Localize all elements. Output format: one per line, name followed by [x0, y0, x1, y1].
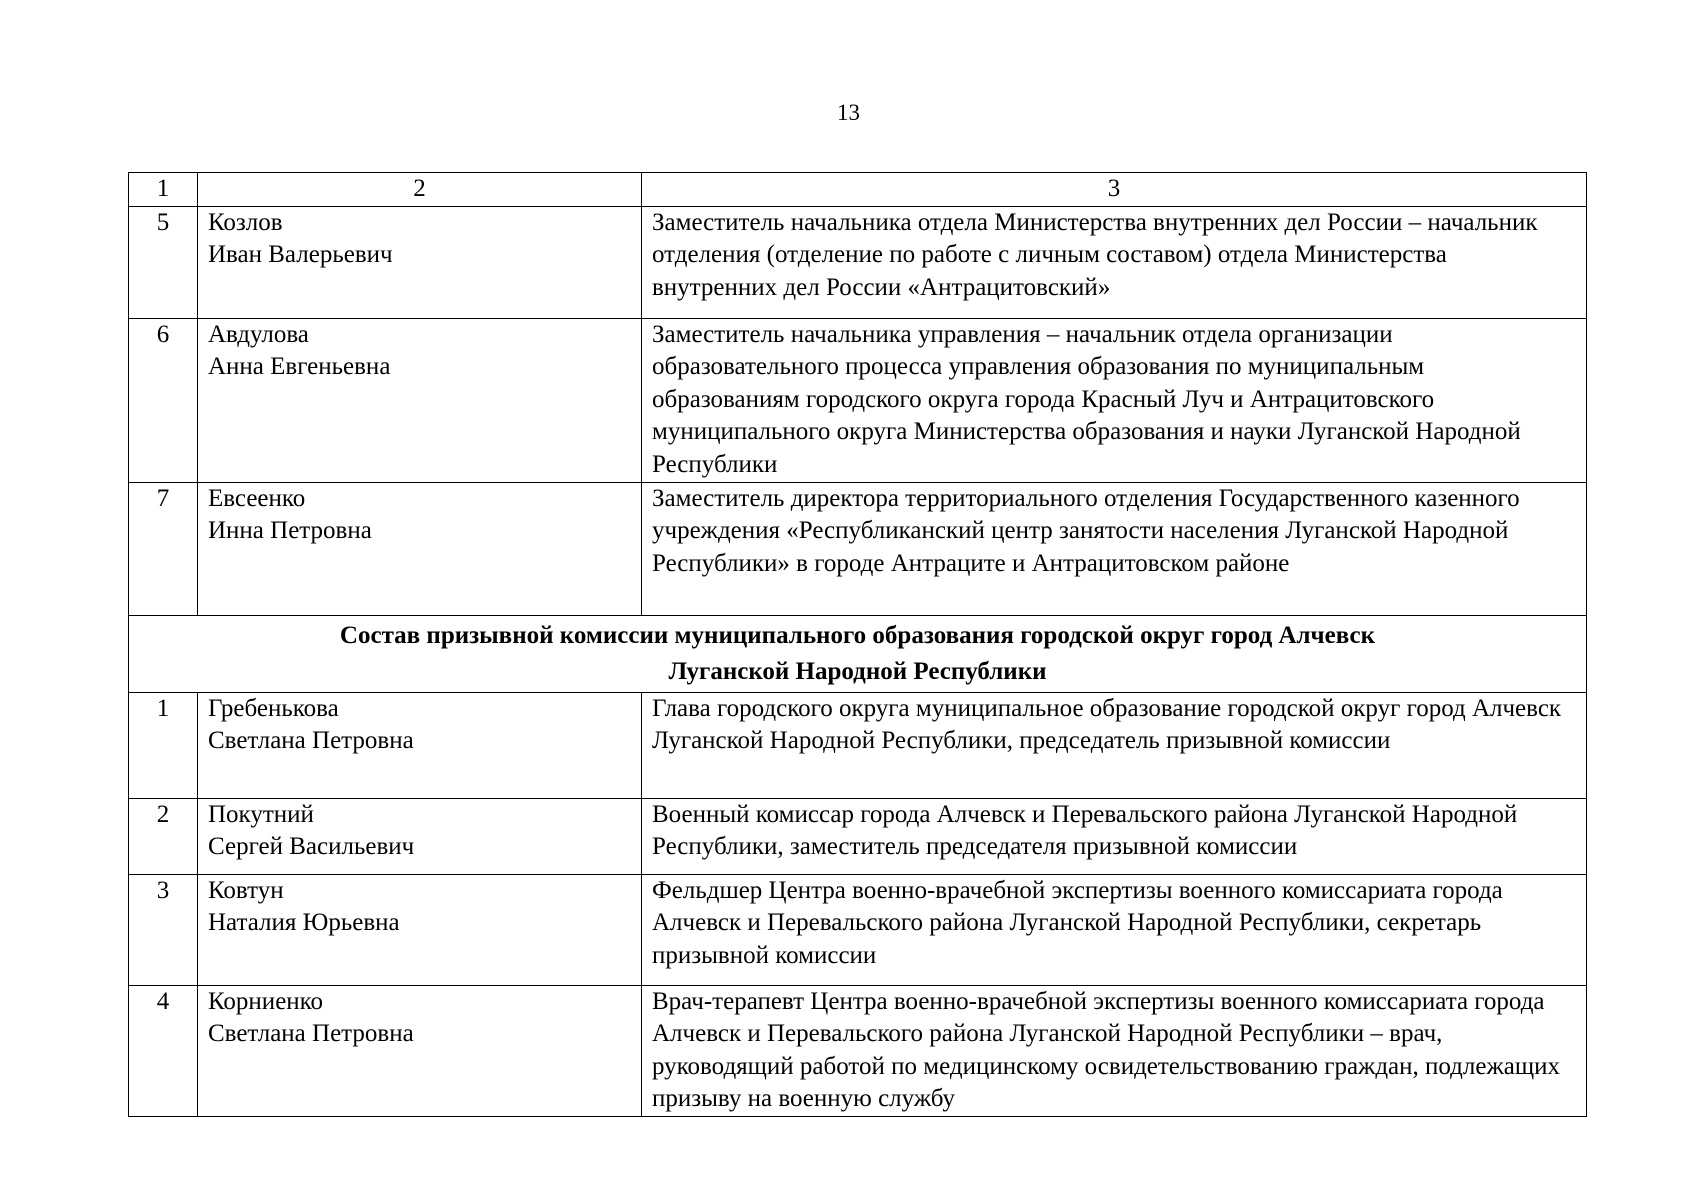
member-surname: Покутний — [208, 800, 314, 828]
member-name — [198, 692, 642, 798]
member-name — [198, 482, 642, 615]
member-given-name: Наталия Юрьевна — [208, 909, 400, 936]
row-number: 5 — [129, 206, 198, 318]
member-surname: Гребенькова — [208, 694, 339, 722]
member-position: Заместитель начальника отдела Министерства внутренних дел России – начальник отделения (отделение по работе с личным составом) отдела Министерства внутренних дел России «Антрацитовский» — [642, 206, 1587, 318]
column-number-3: 3 — [642, 173, 1587, 207]
member-surname: Авдулова — [208, 320, 309, 348]
row-number: 7 — [129, 482, 198, 615]
table-row — [129, 798, 1587, 874]
member-position: Заместитель директора территориального отделения Государственного казенного учреждения «Республиканский центр занятости населения Луганской Народной Республики» в городе Антраците и Антрацитовском районе — [642, 482, 1587, 615]
row-number: 4 — [129, 985, 198, 1116]
member-position: Военный комиссар города Алчевск и Перевальского района Луганской Народной Республики, заместитель председателя призывной комиссии — [642, 798, 1587, 874]
table-row — [129, 874, 1587, 985]
member-position: Врач-терапевт Центра военно-врачебной экспертизы военного комиссариата города Алчевск и Перевальского района Луганской Народной Республики – врач, руководящий работой по медицинскому освидетельствованию граждан, подлежащих призыву на военную службу — [642, 985, 1587, 1116]
member-given-name: Светлана Петровна — [208, 1020, 414, 1047]
row-number: 2 — [129, 798, 198, 874]
member-given-name: Анна Евгеньевна — [208, 353, 391, 380]
member-given-name: Сергей Васильевич — [208, 833, 415, 860]
row-number: 3 — [129, 874, 198, 985]
table-row — [129, 206, 1587, 318]
member-position: Фельдшер Центра военно-врачебной экспертизы военного комиссариата города Алчевск и Перевальского района Луганской Народной Республики, секретарь призывной комиссии — [642, 874, 1587, 985]
column-number-2: 2 — [198, 173, 642, 207]
member-position: Заместитель начальника управления – начальник отдела организации образовательного процесса управления образования по муниципальным образованиям городского округа города Красный Луч и Антрацитовского муниципального округа Министерства образования и науки Луганской Народной Республики — [642, 318, 1587, 482]
member-given-name: Светлана Петровна — [208, 727, 414, 754]
member-position: Глава городского округа муниципальное образование городской округ город Алчевск Луганской Народной Республики, председатель призывной комиссии — [642, 692, 1587, 798]
member-name — [198, 798, 642, 874]
member-name — [198, 206, 642, 318]
row-number: 1 — [129, 692, 198, 798]
row-number: 6 — [129, 318, 198, 482]
commission-table — [128, 172, 1587, 1117]
section-heading-line-1: Состав призывной комиссии муниципального образования городской округ город Алчевск — [339, 621, 1376, 649]
member-name — [198, 874, 642, 985]
section-heading-line-2: Луганской Народной Республики — [668, 657, 1047, 685]
table-row — [129, 482, 1587, 615]
column-number-row — [129, 173, 1587, 207]
table-row — [129, 692, 1587, 798]
table-row — [129, 985, 1587, 1116]
member-surname: Козлов — [208, 208, 283, 236]
section-heading — [129, 615, 1587, 692]
column-number-1: 1 — [129, 173, 198, 207]
member-surname: Евсеенко — [208, 484, 306, 512]
member-given-name: Иван Валерьевич — [208, 241, 393, 268]
table-row — [129, 318, 1587, 482]
page-number: 13 — [837, 100, 860, 125]
section-heading-row — [129, 615, 1587, 692]
member-name — [198, 318, 642, 482]
member-name — [198, 985, 642, 1116]
member-given-name: Инна Петровна — [208, 517, 372, 544]
member-surname: Корниенко — [208, 987, 324, 1015]
member-surname: Ковтун — [208, 876, 284, 904]
